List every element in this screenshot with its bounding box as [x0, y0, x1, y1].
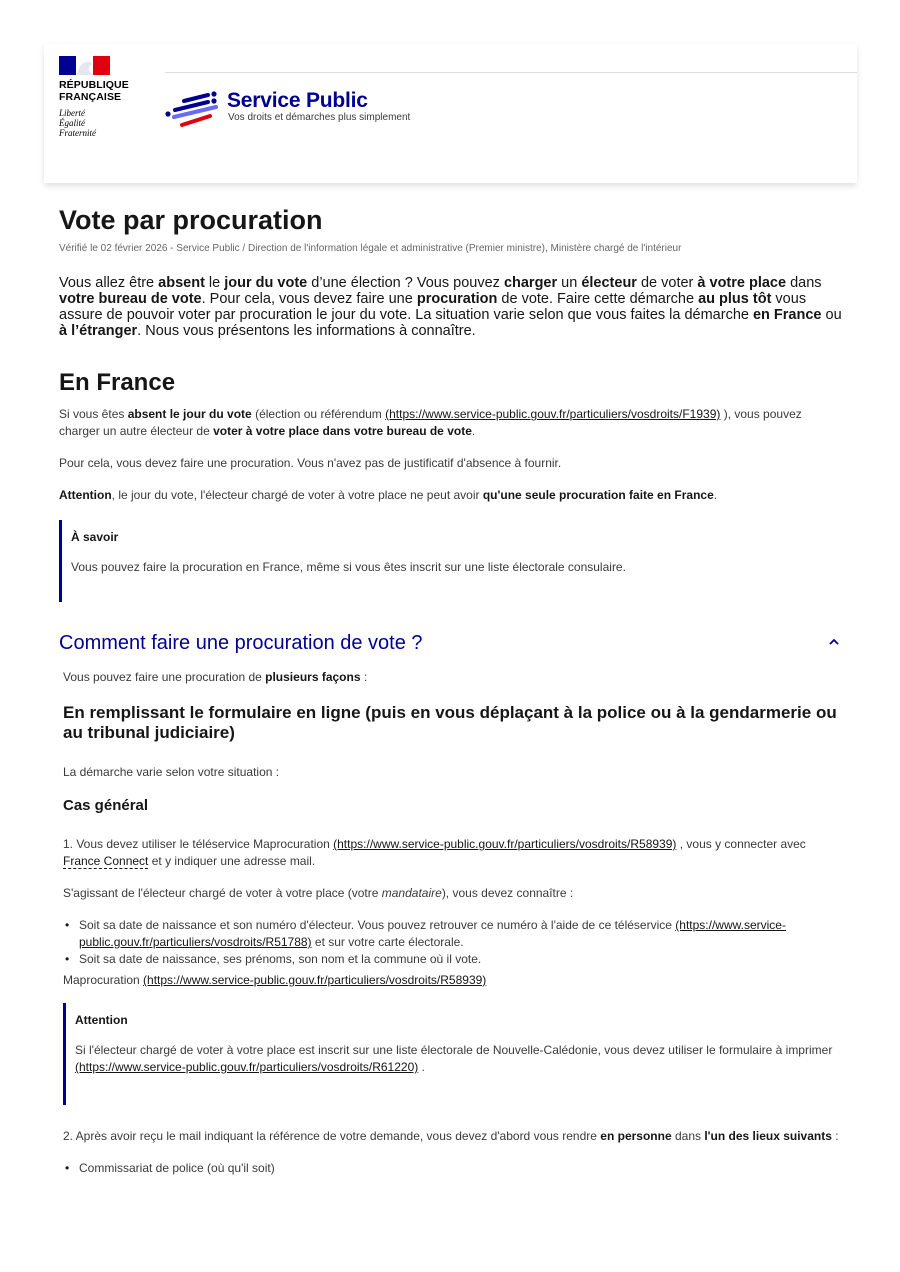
- section-title-france: En France: [59, 369, 176, 396]
- method-heading: En remplissant le formulaire en ligne (puis en vous déplaçant à la police ou à la gendarmerie ou au tribunal judiciaire): [63, 703, 837, 742]
- mandataire-list: [63, 917, 843, 968]
- france-connect-link[interactable]: France Connect: [63, 854, 149, 868]
- bold-text: électeur: [581, 275, 637, 291]
- bold-text: l'un des lieux suivants: [704, 1129, 832, 1143]
- bold-text: procuration: [416, 291, 498, 307]
- accordion-body: [63, 669, 843, 1177]
- bold-text: voter à votre place dans votre bureau de vote: [213, 424, 472, 438]
- intro-paragraph: Vous allez être absent le jour du vote d’une élection ? Vous pouvez charger un électeur de voter à votre place dans votre bureau de vote. Pour cela, vous devez faire une procuration de vote. Faire cette démarche au plus tôt vous assure de pouvoir voter par procuration le jour du vote. La situation varie selon que vous faites la démarche en France ou à l’étranger. Nous vous présentons les informations à connaître.: [59, 275, 842, 339]
- maprocuration-link[interactable]: (https://www.service-public.gouv.fr/particuliers/vosdroits/R58939): [143, 973, 487, 987]
- inline-link[interactable]: (https://www.service-public.gouv.fr/particuliers/vosdroits/R58939): [333, 837, 677, 851]
- france-paragraph-1: Si vous êtes absent le jour du vote (élection ou référendum (https://www.service-public.gouv.fr/particuliers/vosdroits/F1939) ), vous pouvez charger un autre électeur de voter à votre place dans votre bureau de vote.: [59, 407, 802, 438]
- bold-text: absent: [158, 275, 205, 291]
- callout-attention: [63, 1003, 843, 1105]
- inline-link[interactable]: (https://www.service-public.gouv.fr/particuliers/vosdroits/R51788): [79, 918, 786, 949]
- bold-text: en personne: [600, 1129, 672, 1143]
- bold-text: absent le jour du vote: [127, 407, 252, 421]
- mandataire-text: S'agissant de l'électeur chargé de voter à votre place (votre mandataire), vous devez connaître :: [63, 886, 574, 900]
- attention-title: Attention: [75, 1013, 128, 1027]
- bold-text: plusieurs façons: [265, 670, 361, 684]
- accordion-title[interactable]: Comment faire une procuration de vote ?: [59, 632, 423, 654]
- italic-text: mandataire: [381, 886, 442, 900]
- page-title: Vote par procuration: [59, 205, 323, 235]
- bold-text: jour du vote: [224, 275, 308, 291]
- bold-text: votre bureau de vote: [59, 291, 202, 307]
- verified-date: Vérifié le 02 février 2026 - Service Public / Direction de l'information légale et administrative (Premier ministre), Ministère chargé de l'intérieur: [59, 243, 682, 254]
- bold-text: au plus tôt: [698, 291, 772, 307]
- bold-text: en France: [752, 307, 822, 323]
- callout-text: Vous pouvez faire la procuration en France, même si vous êtes inscrit sur une liste électorale consulaire.: [71, 560, 626, 574]
- list-item: • Soit sa date de naissance et son numéro d'électeur. Vous pouvez retrouver ce numéro à l'aide de ce téléservice (https://www.service-public.gouv.fr/particuliers/vosdroits/R51788) et sur votre carte électorale.: [63, 917, 843, 951]
- bold-text: qu'une seule procuration faite en France: [482, 488, 714, 502]
- chevron-up-icon[interactable]: [828, 638, 840, 646]
- france-paragraph-2: Pour cela, vous devez faire une procuration. Vous n'avez pas de justificatif d'absence à fournir.: [59, 456, 562, 470]
- places-list: [63, 1160, 843, 1177]
- republic-motto: Liberté Égalité Fraternité: [59, 108, 96, 138]
- situation-text: La démarche varie selon votre situation :: [63, 765, 280, 779]
- header-divider: [165, 72, 857, 73]
- list-item: • Commissariat de police (où qu'il soit): [63, 1160, 843, 1177]
- bold-text: charger: [503, 275, 558, 291]
- list-item: • Soit sa date de naissance, ses prénoms, son nom et la commune où il vote.: [63, 951, 843, 968]
- maprocuration-label: Maprocuration: [63, 973, 144, 987]
- bold-text: Attention: [59, 488, 112, 502]
- france-paragraph-3: Attention, le jour du vote, l'électeur chargé de voter à votre place ne peut avoir qu'une seule procuration faite en France.: [59, 488, 718, 502]
- site-tagline: Vos droits et démarches plus simplement: [228, 112, 411, 123]
- service-public-logo-icon[interactable]: [164, 90, 220, 130]
- callout-title: À savoir: [71, 530, 119, 544]
- republic-name: RÉPUBLIQUE FRANÇAISE: [59, 79, 129, 103]
- step-1: 1. Vous devez utiliser le téléservice Maprocuration (https://www.service-public.gouv.fr/particuliers/vosdroits/R58939) , vous y connecter avec France Connect et y indiquer une adresse mail.: [63, 837, 806, 868]
- main-content: [59, 200, 844, 1175]
- bold-text: à votre place: [697, 275, 787, 291]
- case-title: Cas général: [63, 797, 149, 814]
- maprocuration-line: [63, 972, 843, 989]
- callout-a-savoir: [59, 520, 844, 602]
- bold-text: à l’étranger: [59, 323, 138, 339]
- attention-text: Si l'électeur chargé de voter à votre place est inscrit sur une liste électorale de Nouvelle-Calédonie, vous devez utiliser le formulaire à imprimer (https://www.service-public.gouv.fr/particuliers/vosdroits/R61220) .: [75, 1043, 833, 1074]
- step-2: 2. Après avoir reçu le mail indiquant la référence de votre demande, vous devez d'abord vous rendre en personne dans l'un des lieux suivants :: [63, 1129, 839, 1143]
- inline-link[interactable]: (https://www.service-public.gouv.fr/particuliers/vosdroits/R61220): [75, 1060, 419, 1074]
- accordion-intro: Vous pouvez faire une procuration de plusieurs façons :: [63, 670, 368, 684]
- marianne-logo-icon[interactable]: [59, 56, 111, 75]
- site-header: [44, 44, 857, 183]
- site-title[interactable]: Service Public: [227, 89, 368, 112]
- accordion-header[interactable]: [59, 632, 844, 662]
- inline-link[interactable]: (https://www.service-public.gouv.fr/particuliers/vosdroits/F1939): [385, 407, 721, 421]
